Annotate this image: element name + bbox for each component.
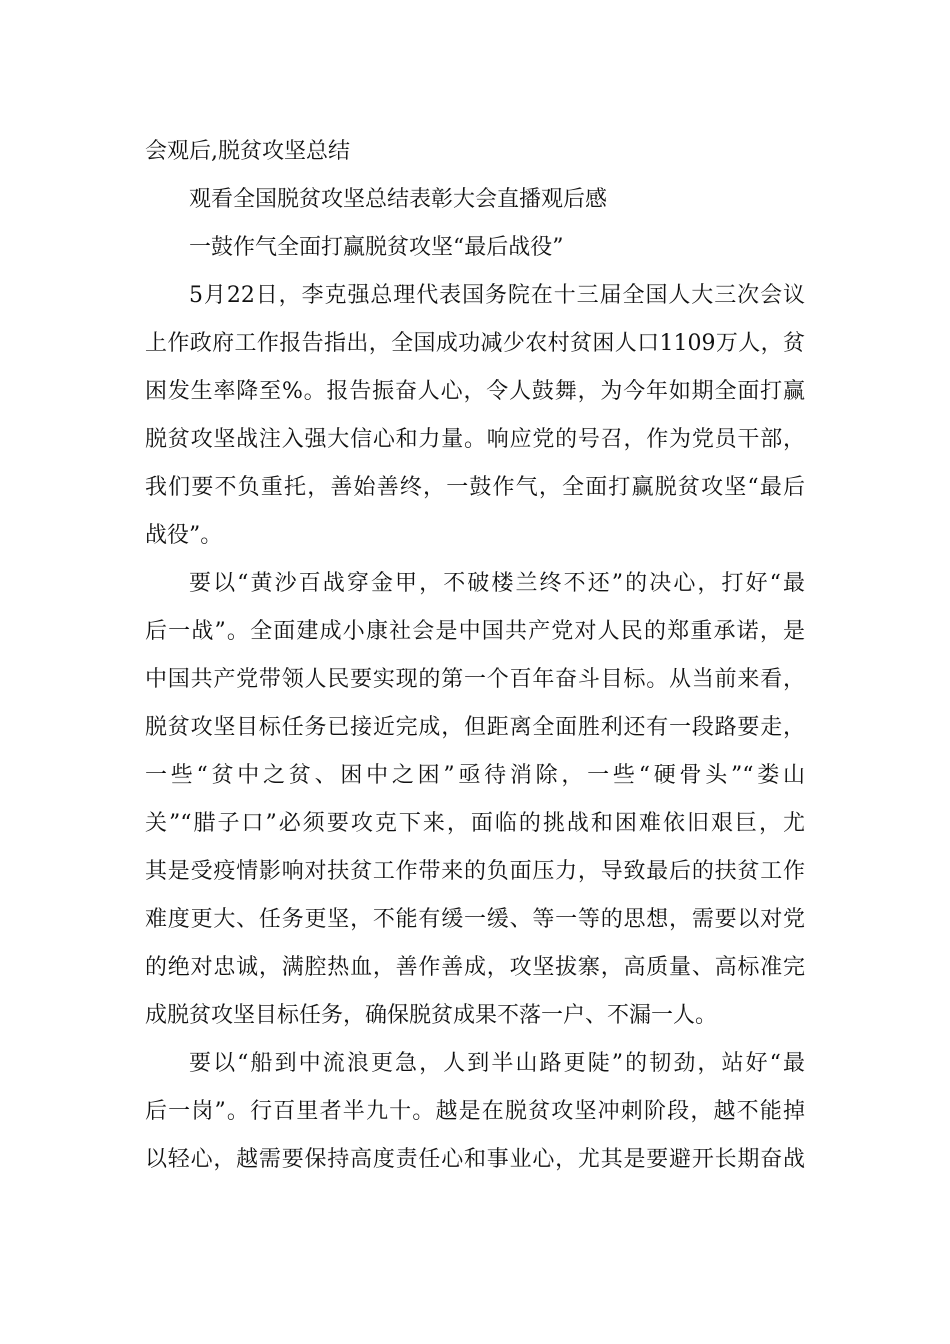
paragraph-1-line: 战役”。 [145,523,223,548]
paragraph-1-line: 上作政府工作报告指出，全国成功减少农村贫困人口1109万人，贫 [145,331,805,356]
paragraph-3-line: 后一岗”。行百里者半九十。越是在脱贫攻坚冲刺阶段，越不能掉 [145,1099,805,1124]
paragraph-1-line: 脱贫攻坚战注入强大信心和力量。响应党的号召，作为党员干部， [145,427,805,452]
paragraph-2-line: 后一战”。全面建成小康社会是中国共产党对人民的郑重承诺，是 [145,619,805,644]
paragraph-2-line: 要以“黄沙百战穿金甲，不破楼兰终不还”的决心，打好“最 [189,571,805,596]
paragraph-3-line: 以轻心，越需要保持高度责任心和事业心，尤其是要避开长期奋战 [145,1147,805,1172]
document-title: 会观后,脱贫攻坚总结 [145,139,350,164]
paragraph-1-line: 困发生率降至%。报告振奋人心，令人鼓舞，为今年如期全面打赢 [145,379,805,404]
paragraph-2-line: 一些“贫中之贫、困中之困”亟待消除，一些“硬骨头”“娄山 [145,763,805,788]
essay-title: 观看全国脱贫攻坚总结表彰大会直播观后感 [189,187,608,212]
paragraph-2-line: 的绝对忠诚，满腔热血，善作善成，攻坚拔寨，高质量、高标准完 [145,955,805,980]
paragraph-2-line: 脱贫攻坚目标任务已接近完成，但距离全面胜利还有一段路要走， [145,715,805,740]
paragraph-1-line: 我们要不负重托，善始善终，一鼓作气，全面打赢脱贫攻坚“最后 [145,475,805,500]
document-body [145,128,805,1184]
paragraph-2-line: 关”“腊子口”必须要攻克下来，面临的挑战和困难依旧艰巨，尤 [145,811,805,836]
paragraph-1-line: 5月22日，李克强总理代表国务院在十三届全国人大三次会议 [189,283,805,308]
paragraph-2-line: 难度更大、任务更坚，不能有缓一缓、等一等的思想，需要以对党 [145,907,805,932]
paragraph-2-line: 其是受疫情影响对扶贫工作带来的负面压力，导致最后的扶贫工作 [145,859,805,884]
paragraph-3-line: 要以“船到中流浪更急，人到半山路更陡”的韧劲，站好“最 [189,1051,805,1076]
essay-subtitle: 一鼓作气全面打赢脱贫攻坚“最后战役” [189,235,564,260]
paragraph-2-line: 中国共产党带领人民要实现的第一个百年奋斗目标。从当前来看， [145,667,805,692]
paragraph-2-line: 成脱贫攻坚目标任务，确保脱贫成果不落一户、不漏一人。 [145,1003,718,1028]
